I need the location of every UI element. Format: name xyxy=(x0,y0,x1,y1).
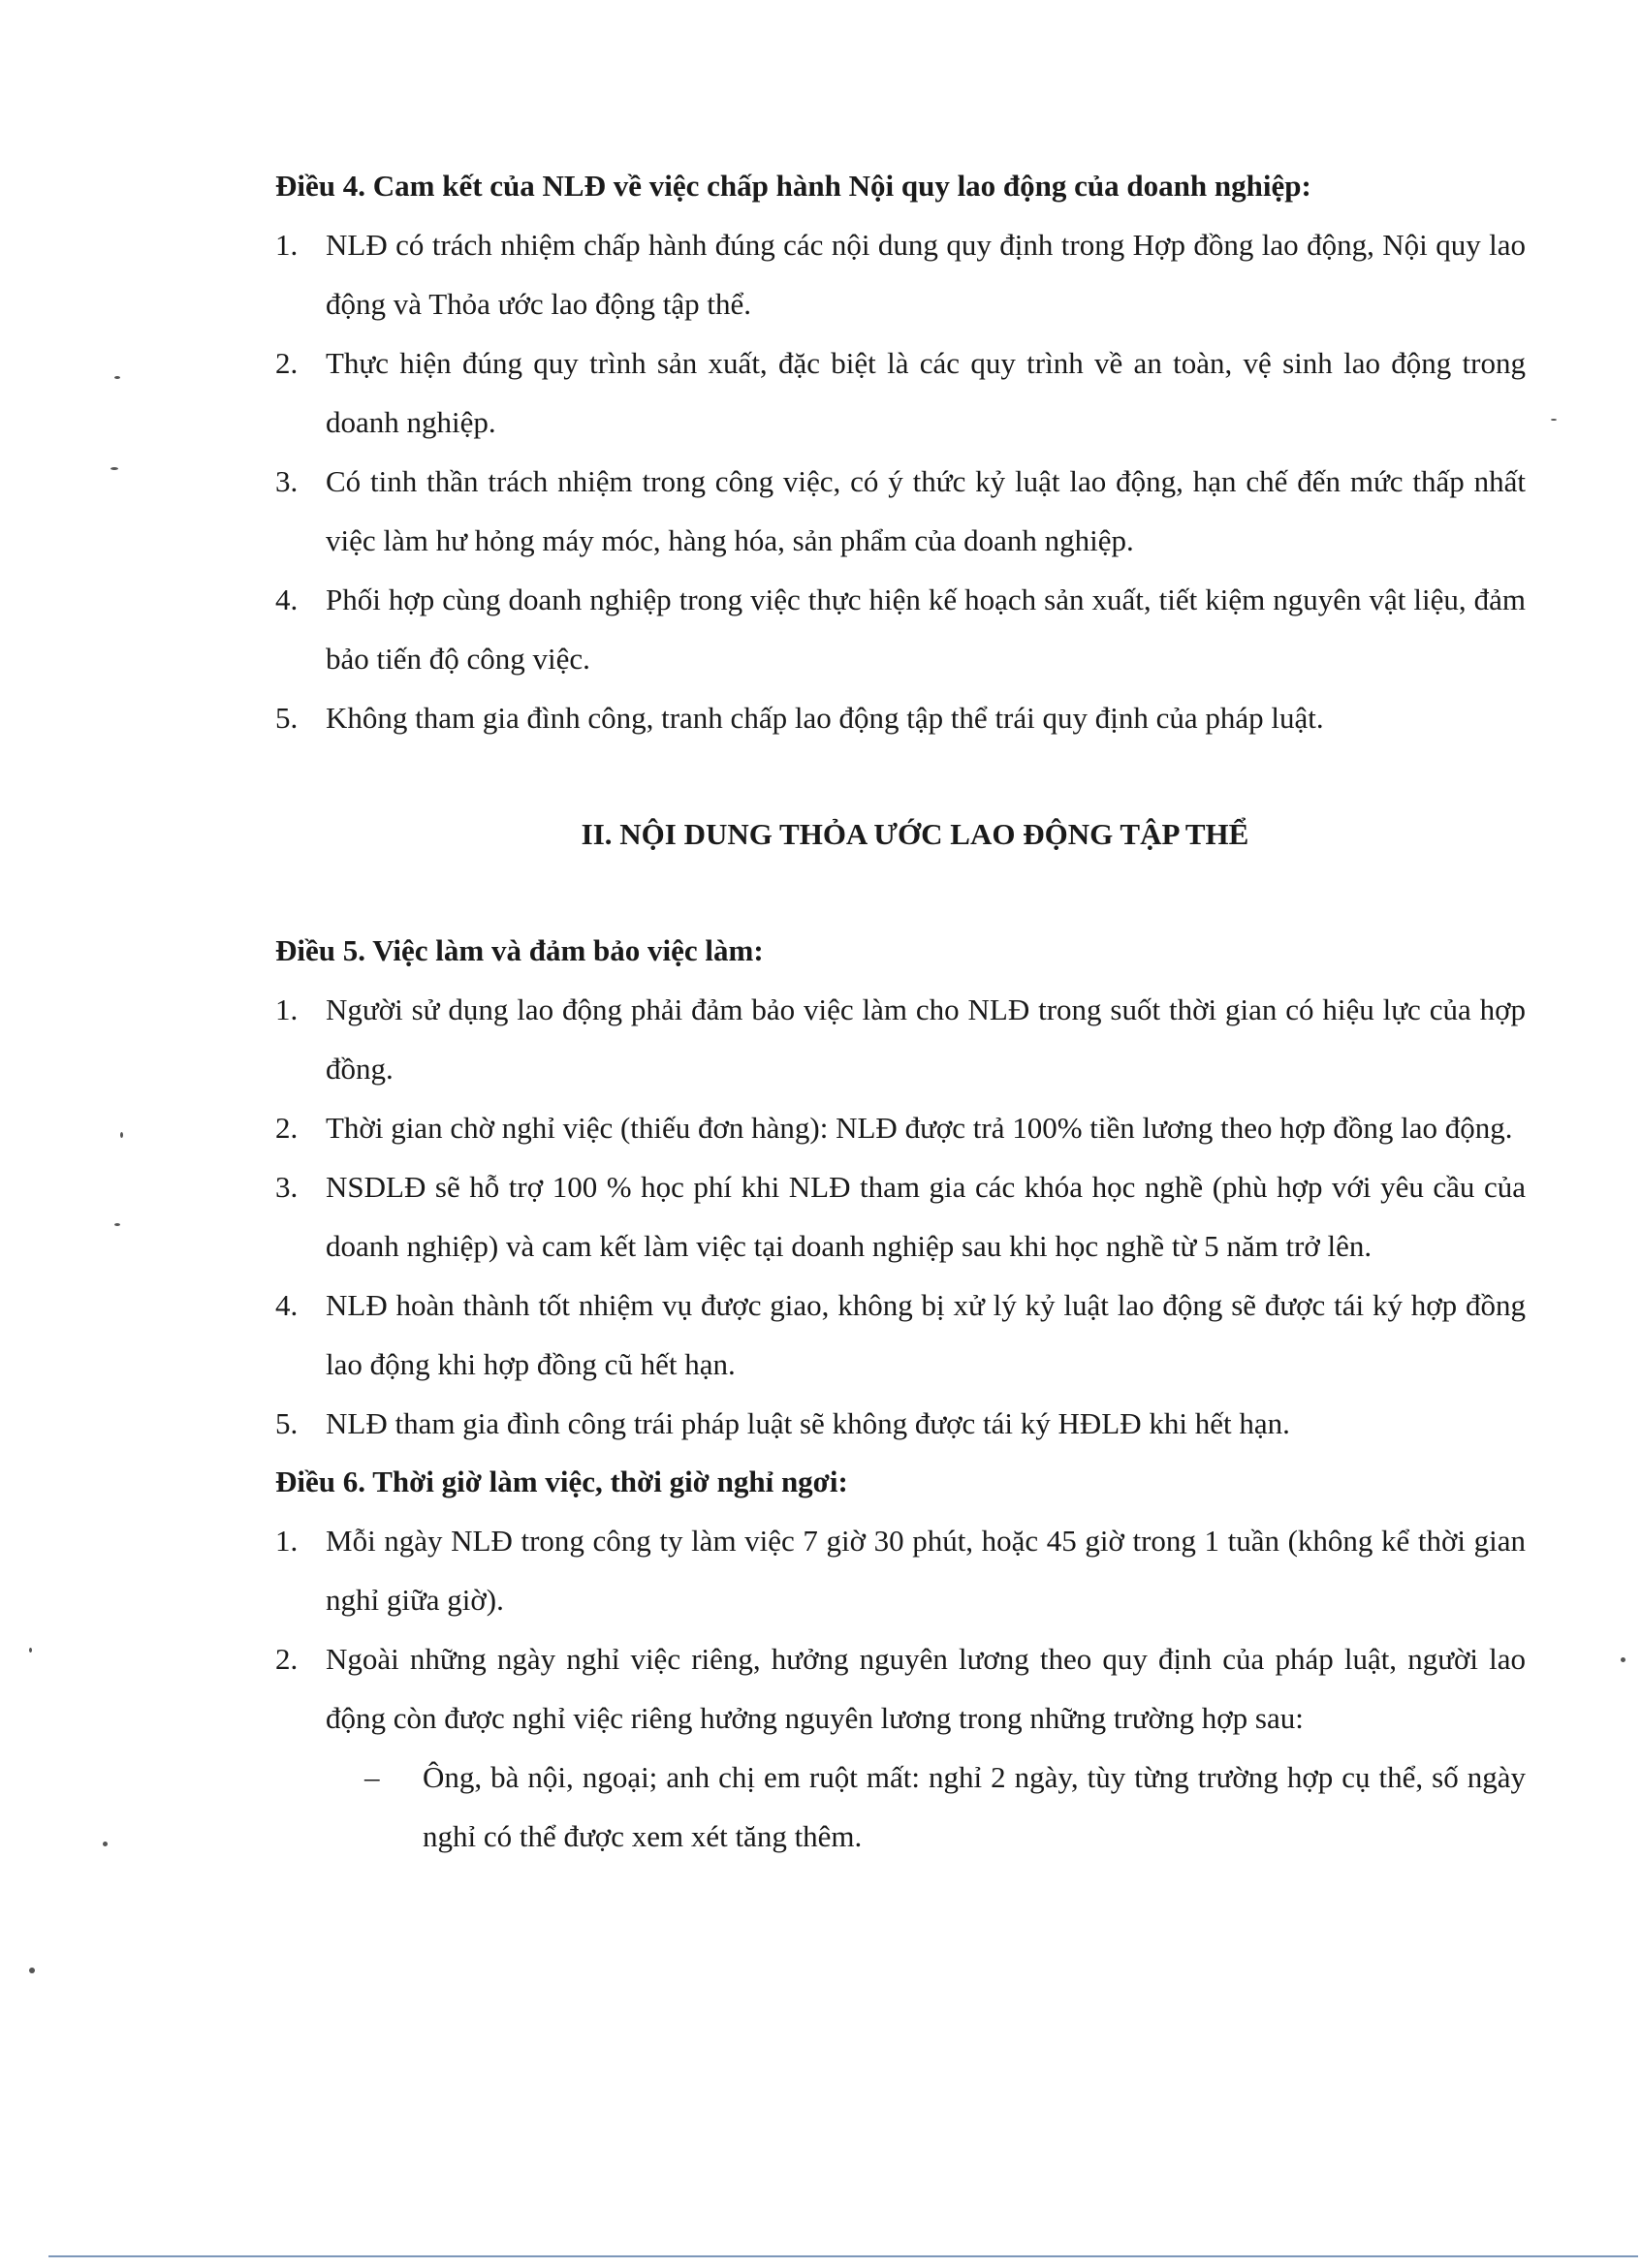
item-number: 5. xyxy=(275,701,299,735)
list-item xyxy=(275,215,1526,333)
scan-speck xyxy=(103,1842,108,1846)
item-number: 4. xyxy=(275,1288,299,1322)
article-6-list xyxy=(275,1511,1526,1748)
scan-speck xyxy=(1551,419,1557,421)
item-text: NLĐ hoàn thành tốt nhiệm vụ được giao, không bị xử lý kỷ luật lao động sẽ được tái ký hợp đồng lao động khi hợp đồng cũ hết hạn. xyxy=(326,1288,1526,1381)
item-number: 1. xyxy=(275,992,299,1026)
item-number: 3. xyxy=(275,1170,299,1204)
scan-speck xyxy=(29,1968,35,1973)
item-number: 4. xyxy=(275,583,299,616)
item-text: Phối hợp cùng doanh nghiệp trong việc thực hiện kế hoạch sản xuất, tiết kiệm nguyên vật liệu, đảm bảo tiến độ công việc. xyxy=(326,583,1526,676)
item-text: NLĐ tham gia đình công trái pháp luật sẽ không được tái ký HĐLĐ khi hết hạn. xyxy=(326,1406,1290,1440)
list-item xyxy=(275,452,1526,570)
sub-item-text: Ông, bà nội, ngoại; anh chị em ruột mất: nghỉ 2 ngày, tùy từng trường hợp cụ thể, số ngày nghỉ có thể được xem xét tăng thêm. xyxy=(423,1760,1526,1853)
list-item xyxy=(275,1276,1526,1394)
list-item xyxy=(275,1394,1526,1453)
article-5-list xyxy=(275,980,1526,1453)
item-number: 2. xyxy=(275,346,299,380)
item-number: 2. xyxy=(275,1111,299,1145)
item-text: Không tham gia đình công, tranh chấp lao động tập thể trái quy định của pháp luật. xyxy=(326,701,1324,735)
list-item xyxy=(275,1511,1526,1629)
item-number: 1. xyxy=(275,1524,299,1558)
sub-list-item xyxy=(275,1748,1526,1866)
scan-speck xyxy=(120,1132,123,1138)
list-item xyxy=(275,688,1526,747)
list-item xyxy=(275,1098,1526,1157)
scan-speck xyxy=(1621,1657,1625,1662)
item-number: 3. xyxy=(275,464,299,498)
item-text: NSDLĐ sẽ hỗ trợ 100 % học phí khi NLĐ tham gia các khóa học nghề (phù hợp với yêu cầu của doanh nghiệp) và cam kết làm việc tại doanh nghiệp sau khi học nghề từ 5 năm trở lên. xyxy=(326,1170,1526,1263)
article-4-list xyxy=(275,215,1526,747)
item-text: Có tinh thần trách nhiệm trong công việc, có ý thức kỷ luật lao động, hạn chế đến mức thấp nhất việc làm hư hỏng máy móc, hàng hóa, sản phẩm của doanh nghiệp. xyxy=(326,464,1526,557)
scan-speck xyxy=(29,1648,32,1653)
item-text: Thời gian chờ nghỉ việc (thiếu đơn hàng): NLĐ được trả 100% tiền lương theo hợp đồng lao động. xyxy=(326,1111,1513,1145)
item-text: Người sử dụng lao động phải đảm bảo việc làm cho NLĐ trong suốt thời gian có hiệu lực của hợp đồng. xyxy=(326,992,1526,1086)
item-text: NLĐ có trách nhiệm chấp hành đúng các nội dung quy định trong Hợp đồng lao động, Nội quy lao động và Thỏa ước lao động tập thể. xyxy=(326,228,1526,321)
list-item xyxy=(275,570,1526,688)
article-6-heading: Điều 6. Thời giờ làm việc, thời giờ nghỉ ngơi: xyxy=(275,1465,848,1498)
scan-speck xyxy=(114,376,120,379)
item-number: 5. xyxy=(275,1406,299,1440)
bottom-rule xyxy=(48,2255,1638,2257)
article-4-heading: Điều 4. Cam kết của NLĐ về việc chấp hành Nội quy lao động của doanh nghiệp: xyxy=(275,169,1311,203)
item-text: Mỗi ngày NLĐ trong công ty làm việc 7 giờ 30 phút, hoặc 45 giờ trong 1 tuần (không kể thời gian nghỉ giữa giờ). xyxy=(326,1524,1526,1617)
item-number: 2. xyxy=(275,1642,299,1676)
article-5-heading: Điều 5. Việc làm và đảm bảo việc làm: xyxy=(275,933,764,967)
list-item xyxy=(275,333,1526,452)
document-body xyxy=(275,157,1526,1866)
item-text: Thực hiện đúng quy trình sản xuất, đặc biệt là các quy trình về an toàn, vệ sinh lao động trong doanh nghiệp. xyxy=(326,346,1526,439)
section-title: II. NỘI DUNG THỎA ƯỚC LAO ĐỘNG TẬP THỂ xyxy=(581,817,1249,851)
item-text: Ngoài những ngày nghỉ việc riêng, hưởng nguyên lương theo quy định của pháp luật, người lao động còn được nghỉ việc riêng hưởng nguyên lương trong những trường hợp sau: xyxy=(326,1642,1526,1735)
list-item xyxy=(275,1157,1526,1276)
scan-speck xyxy=(110,467,118,470)
dash-bullet: – xyxy=(364,1760,380,1794)
list-item xyxy=(275,980,1526,1098)
scan-speck xyxy=(114,1223,120,1226)
item-number: 1. xyxy=(275,228,299,262)
article-6-sublist xyxy=(275,1748,1526,1866)
list-item xyxy=(275,1629,1526,1748)
